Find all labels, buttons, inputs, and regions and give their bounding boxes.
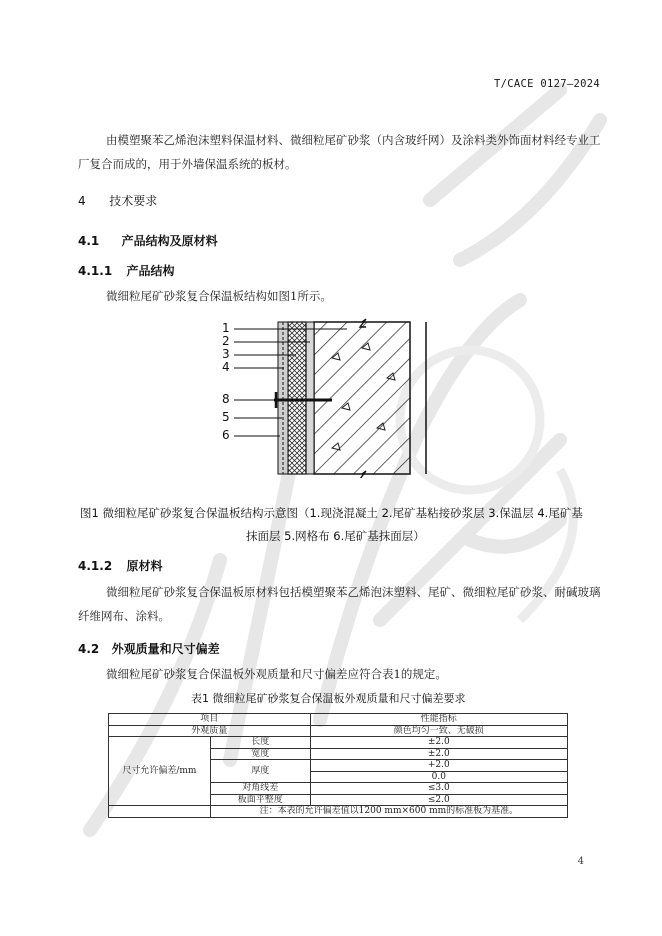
figure-label: 8	[222, 392, 230, 406]
section-title: 技术要求	[109, 194, 158, 208]
table-row	[109, 725, 568, 737]
section-title: 原材料	[126, 559, 163, 573]
figure-label: 1	[222, 321, 230, 335]
section-4-1-2-heading	[78, 557, 163, 574]
table-cell-value: 颜色均匀一致、无破损	[310, 725, 567, 737]
table-cell-item: 外观质量	[109, 725, 311, 737]
figure-label: 3	[222, 347, 230, 361]
section-4-2-heading	[78, 640, 220, 657]
figure-caption-line-1: 图1 微细粒尾矿砂浆复合保温板结构示意图（1.现浇混凝土 2.尾矿基粘接砂浆层 3.保温层 4.尾矿基	[80, 506, 583, 520]
table-cell-item: 对角线差	[210, 783, 310, 795]
intro-line-2: 厂复合而成的，用于外墙保温系统的板材。	[78, 157, 297, 171]
section-4-1-heading	[78, 232, 218, 249]
page-number: 4	[577, 856, 584, 867]
section-number: 4.1.1	[78, 264, 113, 278]
section-4-1-1-heading	[78, 262, 175, 279]
section-number: 4.1.2	[78, 559, 113, 573]
section-number: 4	[78, 194, 86, 208]
figure-caption-line-2: 抹面层 5.网格布 6.尾矿基抹面层）	[246, 529, 425, 543]
concrete-layer	[314, 322, 410, 474]
table-note: 注：本表的允许偏差值以1200 mm×600 mm的标准板为基准。	[210, 806, 567, 818]
section-number: 4.1	[78, 234, 100, 248]
table-row	[109, 737, 568, 749]
spec-table	[108, 713, 568, 818]
table-cell-value: 0.0	[310, 771, 567, 783]
table-cell-group: 尺寸允许偏差/mm	[109, 737, 211, 806]
figure-labels	[222, 322, 230, 442]
table-cell-value: ≤2.0	[310, 794, 567, 806]
figure-label: 6	[222, 428, 230, 442]
table-cell-value: +2.0	[310, 760, 567, 772]
section-title: 产品结构	[126, 264, 175, 278]
para-4-1-2-line-1: 微细粒尾矿砂浆复合保温板原材料包括模塑聚苯乙烯泡沫塑料、尾矿、微细粒尾矿砂浆、耐碱玻璃	[106, 585, 601, 599]
structure-diagram	[212, 318, 448, 478]
table-header-value: 性能指标	[310, 714, 567, 726]
table-cell-item: 长度	[210, 737, 310, 749]
standard-code: T/CACE 0127—2024	[494, 78, 600, 90]
table-cell-value: ≤3.0	[310, 783, 567, 795]
table-caption: 表1 微细粒尾矿砂浆复合保温板外观质量和尺寸偏差要求	[191, 692, 466, 705]
table-cell-item: 厚度	[210, 760, 310, 783]
para-4-1-1: 微细粒尾矿砂浆复合保温板结构如图1所示。	[106, 289, 332, 303]
insulation-layer	[288, 322, 306, 474]
table-cell-value: ±2.0	[310, 737, 567, 749]
section-title: 外观质量和尺寸偏差	[111, 642, 220, 656]
table-cell-item: 宽度	[210, 748, 310, 760]
figure-label: 5	[222, 410, 230, 424]
table-cell-value: ±2.0	[310, 748, 567, 760]
figure-label: 4	[222, 360, 230, 374]
section-4-heading	[78, 192, 157, 209]
para-4-2: 微细粒尾矿砂浆复合保温板外观质量和尺寸偏差应符合表1的规定。	[106, 667, 447, 681]
section-number: 4.2	[78, 642, 100, 656]
table-cell-item: 板面平整度	[210, 794, 310, 806]
bonding-mortar-layer	[306, 322, 314, 474]
figure-label: 2	[222, 334, 230, 348]
table-header-row	[109, 714, 568, 726]
table-note-row	[109, 806, 568, 818]
section-title: 产品结构及原材料	[121, 234, 218, 248]
para-4-1-2-line-2: 纤维网布、涂料。	[78, 609, 170, 623]
table-header-item: 项目	[109, 714, 311, 726]
intro-line-1: 由模塑聚苯乙烯泡沫塑料保温材料、微细粒尾矿砂浆（内含玻纤网）及涂料类外饰面材料经专业工	[106, 133, 601, 147]
